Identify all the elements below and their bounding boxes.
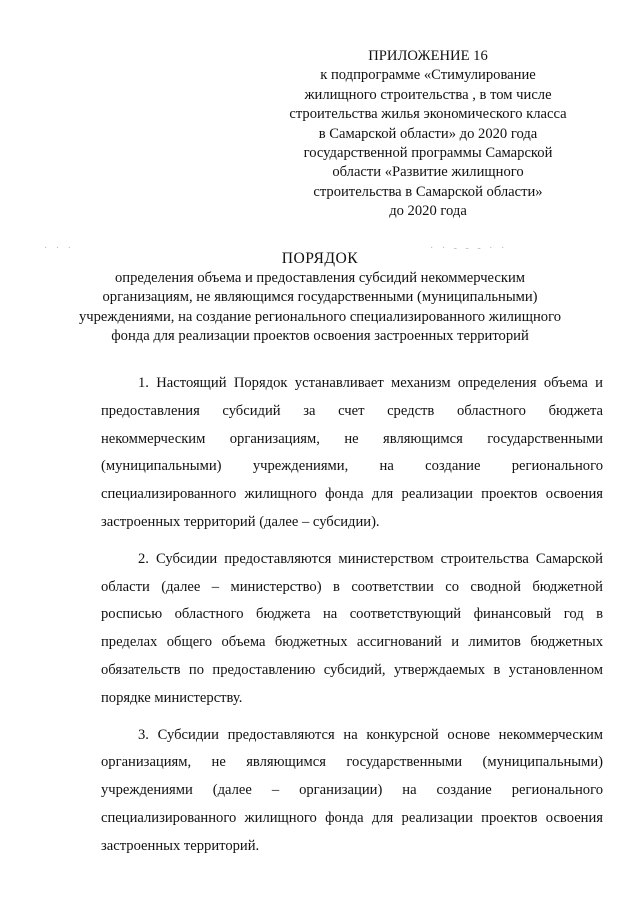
document-subtitle bbox=[60, 269, 580, 347]
paragraph-3 bbox=[101, 722, 603, 861]
paragraph-line: некоммерческим организациям, не являющимся государственными bbox=[101, 430, 603, 447]
paragraph-line: застроенных территорий. bbox=[101, 837, 260, 854]
paragraph-line: застроенных территорий (далее – субсидии). bbox=[101, 513, 380, 530]
appendix-line: до 2020 года bbox=[389, 203, 467, 220]
paragraph-line: росписью областного бюджета на соответствующий финансовый год в bbox=[101, 606, 603, 623]
appendix-line: жилищного строительства , в том числе bbox=[304, 86, 552, 103]
scan-artifact: · · · bbox=[44, 243, 74, 254]
appendix-line: к подпрограмме «Стимулирование bbox=[320, 67, 536, 84]
paragraph-line: 3. Субсидии предоставляются на конкурсной основе некоммерческим bbox=[138, 726, 603, 743]
appendix-number: ПРИЛОЖЕНИЕ 16 bbox=[368, 48, 488, 64]
paragraph-line: организациям, не являющимся государственными (муниципальными) bbox=[101, 754, 603, 771]
appendix-line: государственной программы Самарской bbox=[303, 145, 553, 162]
scan-artifact: · · - - - · · bbox=[430, 243, 508, 254]
subtitle-line: учреждениями, на создание регионального специализированного жилищного bbox=[79, 308, 561, 325]
paragraph-line: предоставления субсидий за счет средств областного бюджета bbox=[101, 402, 603, 419]
paragraph-2 bbox=[101, 546, 603, 713]
subtitle-line: организациям, не являющимся государственными (муниципальными) bbox=[102, 289, 538, 306]
paragraph-line: специализированного жилищного фонда для реализации проектов освоения bbox=[101, 486, 603, 503]
appendix-line: строительства в Самарской области» bbox=[313, 183, 543, 200]
paragraph-line: 2. Субсидии предоставляются министерством строительства Самарской bbox=[138, 550, 603, 567]
subtitle-line: определения объема и предоставления субсидий некоммерческим bbox=[115, 270, 525, 286]
paragraph-line: учреждениями (далее – организации) на создание регионального bbox=[101, 782, 603, 799]
paragraph-line: 1. Настоящий Порядок устанавливает механизм определения объема и bbox=[138, 375, 603, 391]
document-title: ПОРЯДОК bbox=[281, 250, 359, 267]
document-title-block bbox=[60, 249, 580, 347]
appendix-header bbox=[278, 47, 578, 222]
paragraph-line: специализированного жилищного фонда для реализации проектов освоения bbox=[101, 809, 603, 826]
paragraph-line: пределах общего объема бюджетных ассигнований и лимитов бюджетных bbox=[101, 634, 603, 651]
paragraph-line: (муниципальными) учреждениями, на создание регионального bbox=[101, 458, 603, 475]
subtitle-line: фонда для реализации проектов освоения застроенных территорий bbox=[111, 328, 529, 345]
paragraph-line: порядке министерству. bbox=[101, 689, 243, 706]
paragraph-line: обязательств по предоставлению субсидий, утверждаемых в установленном bbox=[101, 661, 603, 678]
paragraph-1 bbox=[101, 370, 603, 537]
paragraph-line: области (далее – министерство) в соответствии со сводной бюджетной bbox=[101, 578, 603, 595]
appendix-line: в Самарской области» до 2020 года bbox=[318, 125, 538, 142]
appendix-line: строительства жилья экономического класса bbox=[289, 106, 567, 123]
appendix-line: области «Развитие жилищного bbox=[332, 164, 524, 181]
document-body bbox=[101, 370, 603, 861]
